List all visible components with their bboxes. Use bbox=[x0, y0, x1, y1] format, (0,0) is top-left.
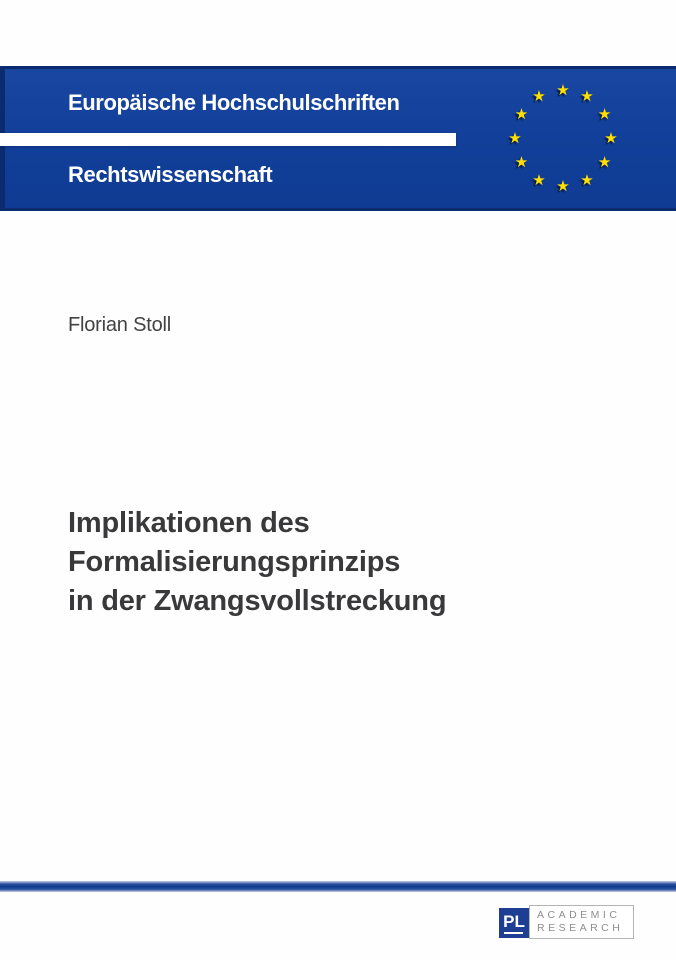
author-name: Florian Stoll bbox=[68, 314, 171, 336]
book-title bbox=[68, 504, 588, 621]
eu-star-icon: ★ bbox=[604, 130, 618, 147]
eu-star-icon: ★ bbox=[597, 106, 612, 123]
book-title-line: Formalisierungsprinzips bbox=[68, 546, 401, 578]
series-subject: Rechtswissenschaft bbox=[68, 162, 273, 187]
publisher-imprint bbox=[529, 905, 634, 939]
eu-star-icon: ★ bbox=[532, 88, 546, 106]
eu-star-icon: ★ bbox=[514, 154, 529, 171]
monogram-underline bbox=[504, 932, 523, 934]
footer-rule bbox=[0, 881, 676, 892]
imprint-line: ACADEMIC bbox=[537, 909, 621, 921]
publisher-monogram-text: PL bbox=[503, 911, 525, 931]
eu-star-icon: ★ bbox=[508, 130, 522, 147]
eu-star-icon: ★ bbox=[580, 88, 594, 106]
banner-stripe bbox=[0, 133, 456, 146]
series-banner bbox=[0, 66, 676, 211]
book-title-line: Implikationen des bbox=[68, 507, 310, 539]
eu-star-icon: ★ bbox=[556, 178, 570, 195]
eu-star-icon: ★ bbox=[556, 82, 570, 99]
eu-star-icon: ★ bbox=[532, 171, 546, 189]
eu-star-icon: ★ bbox=[580, 171, 594, 189]
publisher-logo bbox=[499, 905, 634, 939]
eu-star-icon: ★ bbox=[514, 106, 529, 123]
book-title-line: in der Zwangsvollstreckung bbox=[68, 585, 447, 617]
series-title: Europäische Hochschulschriften bbox=[68, 90, 400, 115]
imprint-line: RESEARCH bbox=[537, 922, 624, 934]
publisher-monogram bbox=[499, 908, 529, 938]
eu-star-icon: ★ bbox=[597, 154, 612, 171]
